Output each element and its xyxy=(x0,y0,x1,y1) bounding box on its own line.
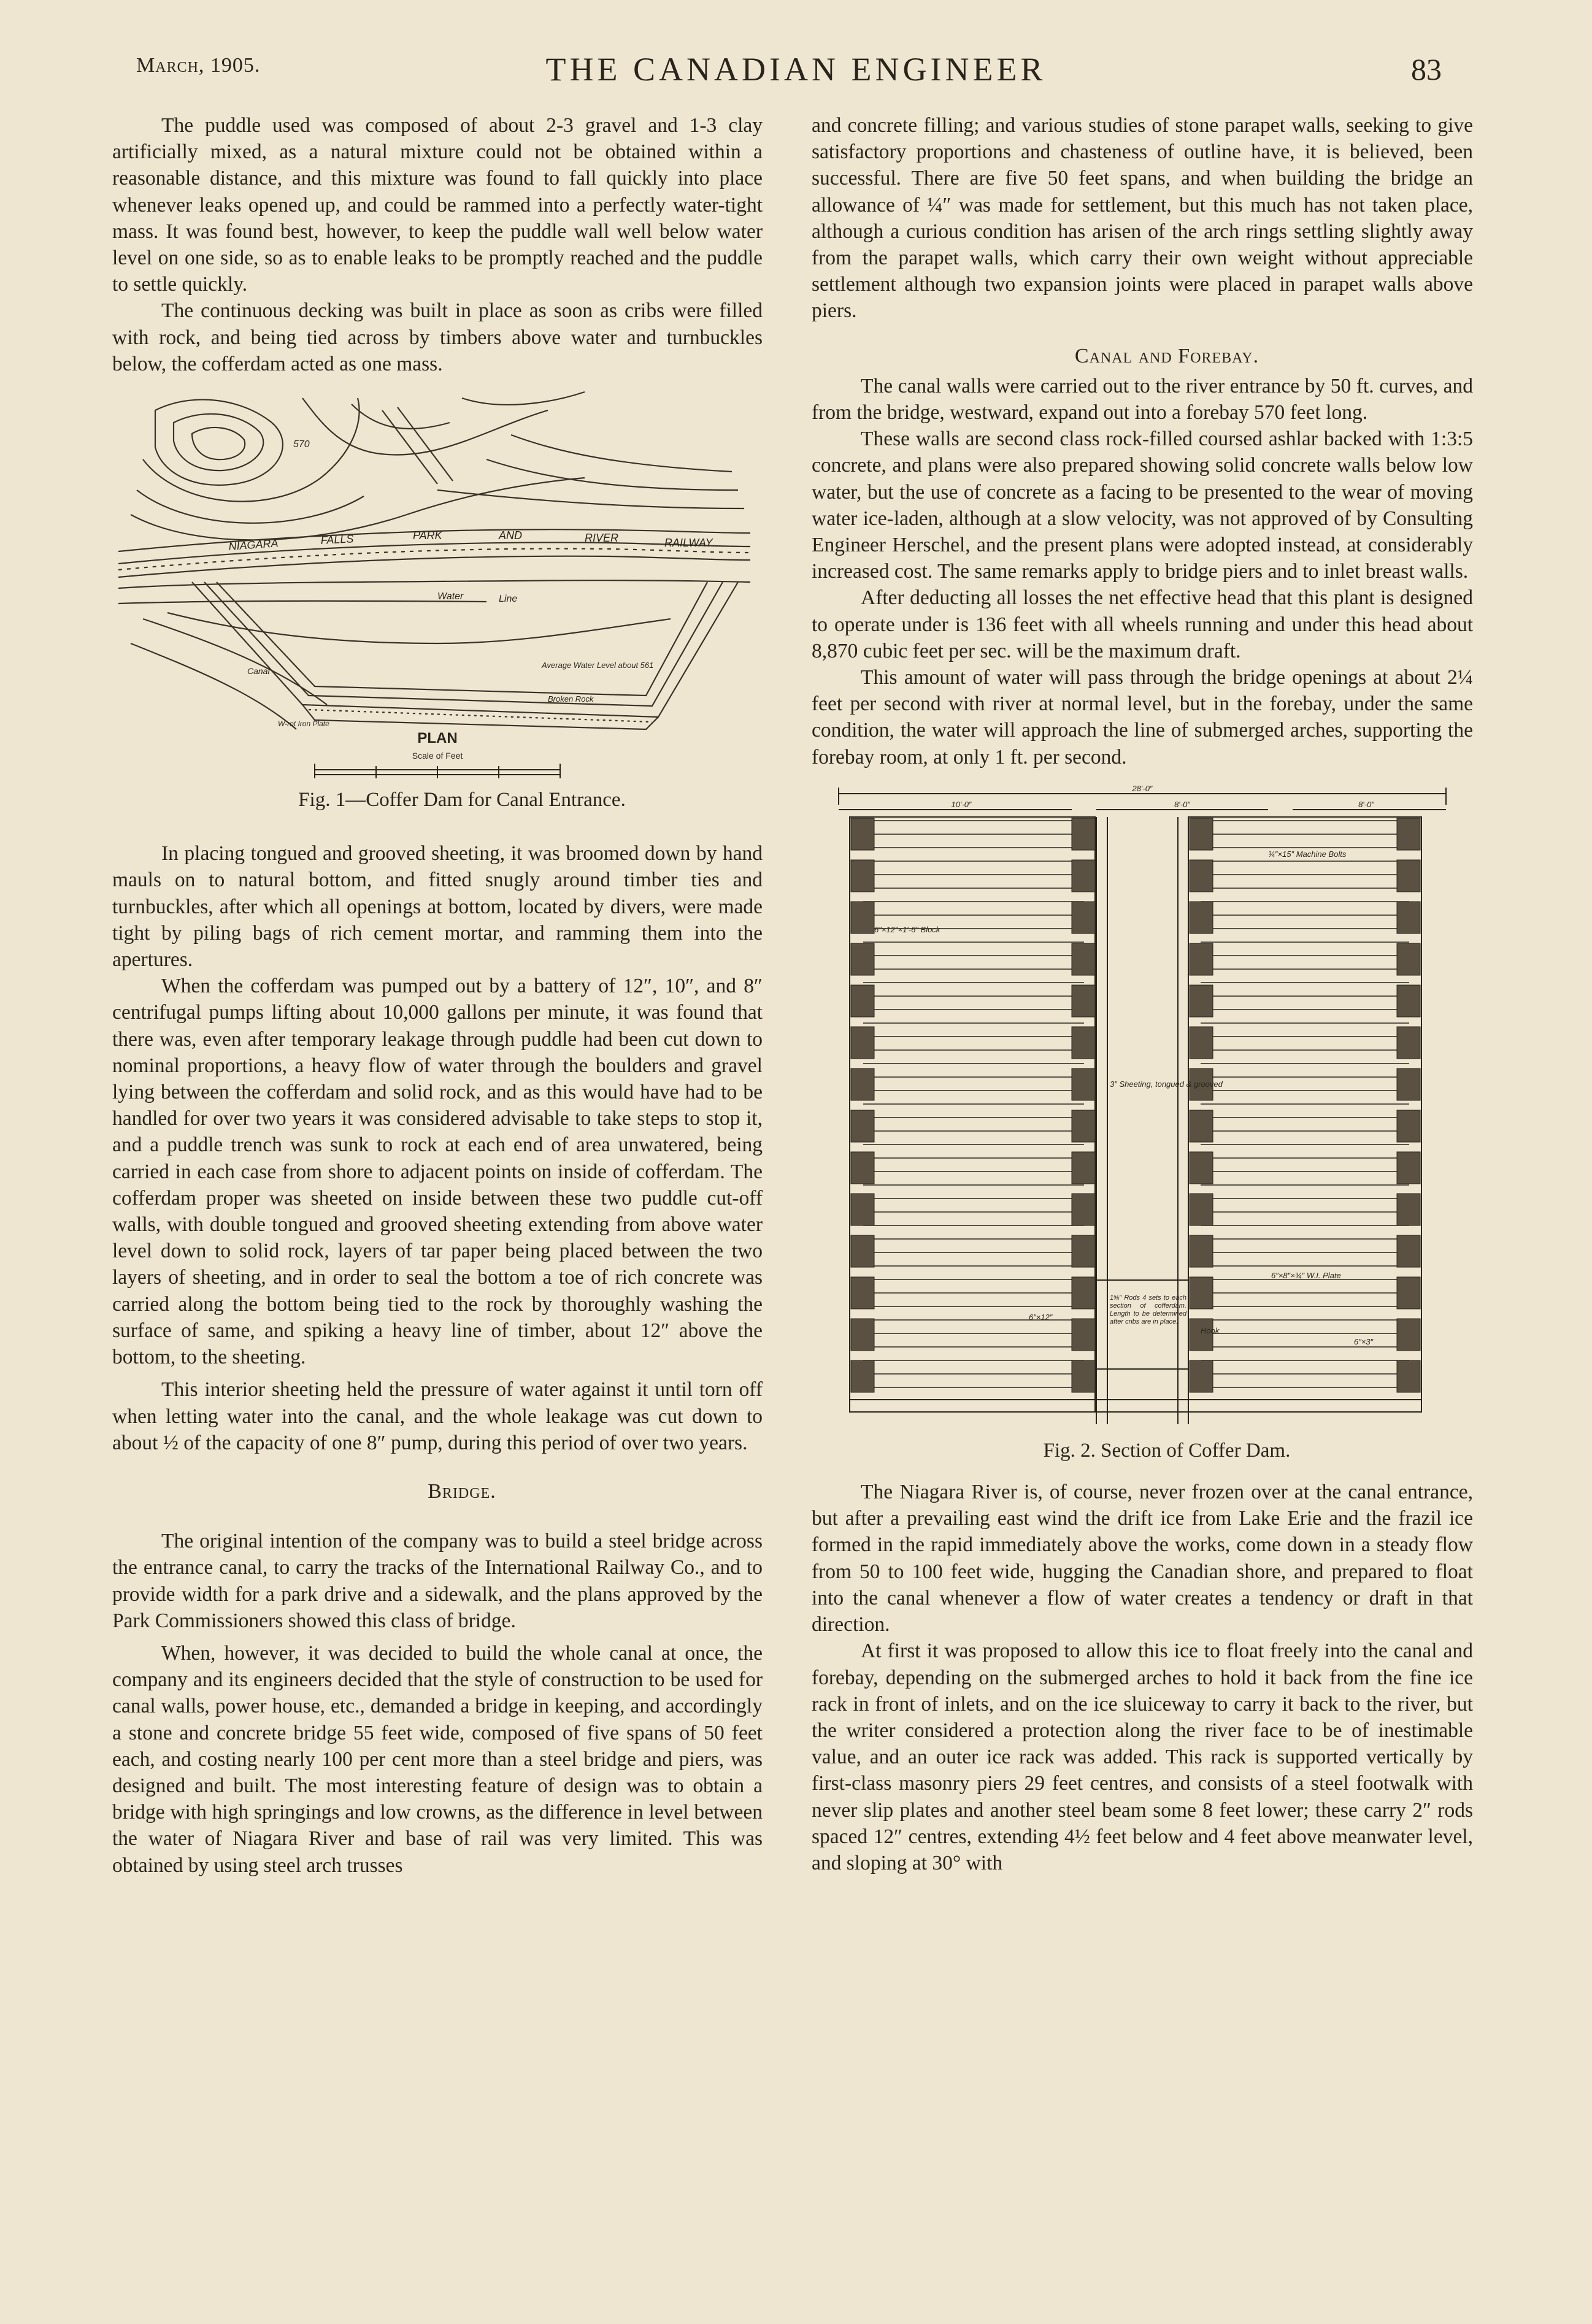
dimension-total: 28′-0″ xyxy=(1132,783,1153,793)
crib-block xyxy=(1190,902,1213,934)
sheeting-label: 3″ Sheeting, tongued & grooved xyxy=(1110,1079,1223,1089)
crib-block xyxy=(1072,985,1095,1017)
crib-block xyxy=(1397,1027,1420,1059)
crib-block xyxy=(1072,818,1095,850)
crib-block xyxy=(851,1319,874,1351)
size-label-6x3: 6″×3″ xyxy=(1354,1336,1374,1346)
crib-block xyxy=(1190,1277,1213,1309)
contour-label-570: 570 xyxy=(293,439,310,450)
crib-block xyxy=(851,1277,874,1309)
crib-block xyxy=(1072,902,1095,934)
paragraph: In placing tongued and grooved sheeting, it was broomed down by hand mauls on to natural bottom, and fitted snugly around timber ties and turnbuckles, after which all openings at bottom, located by divers, were made tight by piling bags of rich cement mortar, and ramming them into the apertures. xyxy=(112,842,763,972)
figure-2 xyxy=(812,780,1473,1464)
plate-label: 6″×8″×¾″ W.I. Plate xyxy=(1271,1270,1341,1280)
crib-block xyxy=(1190,1110,1213,1142)
dimension-left: 10′-0″ xyxy=(951,799,972,809)
paragraph: When the cofferdam was pumped out by a battery of 12″, 10″, and 8″ centrifugal pumps lifting about 10,000 gallons per minute, it was found that there was, even after temporary leakage through puddle had been cut down to nominal proportions, a heavy flow of water through the boulders and gravel lying between the cofferdam and solid rock, and as this would have had to be handled for over two years it was considered advisable to take steps to stop it, and a puddle trench was sunk to rock at each end of area unwatered, being carried in each case from shore to adjacent points on inside of cofferdam. The cofferdam proper was sheeted on inside between these two puddle cut-off walls, with double tongued and grooved sheeting extending from above water level down to solid rock, layers of tar paper being placed between the two layers of sheeting, and in order to seal the bottom a toe of rich concrete was carried along the bottom being tied to the rock by thoroughly washing the surface of same, and spiking a heavy line of timber, about 12″ above the bottom, to the sheeting. xyxy=(112,975,763,1369)
railway-label: RAILWAY xyxy=(664,537,713,550)
crib-block xyxy=(1190,943,1213,975)
paragraph: These walls are second class rock-filled coursed ashlar backed with 1:3:5 concrete, and plans were also prepared showing solid concrete walls below low water, but the use of concrete as a facing to be presented to the wear of moving water ice-laden, although at a slow velocity, was not approved of by Consulting Engineer Herschel, and the present plans were adopted instead, at considerably increased cost. The same remarks apply to bridge piers and to inlet breast walls. xyxy=(812,428,1473,583)
paragraph: When, however, it was decided to build the whole canal at once, the company and its engineers decided that the style of construction to be used for canal walls, power house, etc., demanded a bridge in keeping, and accordingly a stone and concrete bridge 55 feet wide, composed of five spans of 50 feet each, and costing nearly 100 per cent more than a steel bridge and piers, was designed and built. The most interesting feature of design was to obtain a bridge with high springings and low crowns, as the difference in level between the water of Niagara River and base of rail was very limited. This was obtained by using steel arch trusses xyxy=(112,1641,763,1877)
crib-block xyxy=(851,1194,874,1225)
railway-label: AND xyxy=(499,529,523,542)
right-column xyxy=(812,112,1473,1876)
paragraph: The puddle used was composed of about 2-3 gravel and 1-3 clay artificially mixed, as a natural mixture could not be obtained within a reasonable distance, and this mixture was found to fall quickly into place whenever leaks opened up, and could be rammed into a perfectly water-tight mass. It was found best, however, to keep the puddle wall well below water level on one side, so as to enable leaks to be promptly reached and the puddle to settle quickly. xyxy=(112,114,763,296)
water-level-label: Average Water Level about 561 xyxy=(542,661,654,670)
left-column xyxy=(112,112,763,1879)
crib-block xyxy=(851,860,874,892)
paragraph: The canal walls were carried out to the river entrance by 50 ft. curves, and from the bridge, westward, expand out into a forebay 570 feet long. xyxy=(812,374,1473,424)
crib-block xyxy=(851,1360,874,1392)
crib-block xyxy=(1397,1360,1420,1392)
hook-label: Hook xyxy=(1201,1325,1220,1335)
crib-block xyxy=(1397,1068,1420,1100)
crib-block xyxy=(1397,902,1420,934)
crib-block xyxy=(1072,1194,1095,1225)
crib-block xyxy=(1397,1110,1420,1142)
crib-block xyxy=(851,902,874,934)
crib-block xyxy=(1397,943,1420,975)
section-heading-bridge: Bridge. xyxy=(428,1479,496,1503)
crib-block xyxy=(1190,1194,1213,1225)
crib-block xyxy=(851,1235,874,1267)
railway-label: PARK xyxy=(413,529,442,542)
paragraph: The original intention of the company was to build a steel bridge across the entrance canal, to carry the tracks of the International Railway Co., and to provide width for a park drive and a sidewalk, and the plans approved by the Park Commissioners showed this class of bridge. xyxy=(112,1530,763,1632)
crib-block xyxy=(1190,860,1213,892)
coffer-dam-plan-drawing xyxy=(118,386,756,784)
journal-title: THE CANADIAN ENGINEER xyxy=(545,51,1047,88)
crib-block xyxy=(1190,985,1213,1017)
dimension-right: 8′-0″ xyxy=(1358,799,1374,809)
crib-block xyxy=(1190,818,1213,850)
paragraph: The Niagara River is, of course, never frozen over at the canal entrance, but after a prevailing east wind the drift ice from Lake Erie and the frazil ice formed in the rapid immediately above the works, come down in a steady flow from 50 to 100 feet wide, hugging the Canadian shore, and prepared to float into the canal whenever a flow of water creates a tendency or draft in that direction. xyxy=(812,1481,1473,1636)
figure-2-caption: Fig. 2. Section of Coffer Dam. xyxy=(1043,1439,1291,1462)
railway-label: NIAGARA xyxy=(228,537,279,553)
crib-block xyxy=(851,1152,874,1184)
crib-block xyxy=(1072,1152,1095,1184)
crib-block xyxy=(851,1027,874,1059)
railway-label: RIVER xyxy=(585,532,619,545)
crib-block xyxy=(1190,1360,1213,1392)
issue-date: March, 1905. xyxy=(136,54,261,77)
crib-block xyxy=(1397,1235,1420,1267)
water-label: Water xyxy=(437,591,464,602)
crib-block xyxy=(1397,1194,1420,1225)
crib-block xyxy=(1072,1027,1095,1059)
line-label: Line xyxy=(499,594,518,605)
rods-label: 1⅝″ Rods 4 sets to each section of cofferdam. Length to be determined after cribs are in place. xyxy=(1110,1294,1186,1325)
crib-block xyxy=(851,1068,874,1100)
paragraph: At first it was proposed to allow this ice to float freely into the canal and forebay, depending on the submerged arches to hold it back from the fine ice rack in front of inlets, and on the ice sluiceway to carry it back to the river, but the writer considered a protection along the river face to be of inestimable value, and an outer ice rack was added. This rack is supported vertically by first-class masonry piers 29 feet centres, and consists of a steel footwalk with never slip plates and another steel beam some 8 feet lower; these carry 2″ rods spaced 12″ centres, extending 4½ feet below and 4 feet above meanwater level, and sloping at 30° with xyxy=(812,1639,1473,1874)
crib-block xyxy=(851,1110,874,1142)
railway-label: FALLS xyxy=(320,532,354,547)
crib-block xyxy=(1397,1152,1420,1184)
paragraph: This interior sheeting held the pressure of water against it until torn off when letting water into the canal, and the whole leakage was cut down to about ½ of the capacity of one 8″ pump, during this period of over two years. xyxy=(112,1378,763,1454)
size-label-6x12: 6″×12″ xyxy=(1029,1312,1053,1322)
crib-block xyxy=(851,818,874,850)
figure-1 xyxy=(112,386,763,813)
broken-rock-label: Broken Rock xyxy=(548,694,594,704)
crib-block xyxy=(1072,1235,1095,1267)
crib-block xyxy=(851,943,874,975)
paragraph: After deducting all losses the net effective head that this plant is designed to operate under is 136 feet with all wheels running and under this head about 8,870 cubic feet per sec. will be the maximum draft. xyxy=(812,586,1473,662)
paragraph: The continuous decking was built in place as soon as cribs were filled with rock, and being tied across by timbers above water and turnbuckles below, the cofferdam acted as one mass. xyxy=(112,299,763,375)
crib-block xyxy=(1072,1068,1095,1100)
dimension-middle: 8′-0″ xyxy=(1174,799,1190,809)
crib-block xyxy=(1072,1277,1095,1309)
crib-block xyxy=(1190,1027,1213,1059)
canal-label: Canal xyxy=(247,666,270,677)
page-header xyxy=(0,0,1592,92)
crib-block xyxy=(1397,860,1420,892)
page-number: 83 xyxy=(1411,52,1442,86)
crib-block xyxy=(1397,818,1420,850)
crib-block xyxy=(1072,943,1095,975)
plate-label: W-rot Iron Plate xyxy=(278,719,329,729)
paragraph: This amount of water will pass through the bridge openings at about 2¼ feet per second with river at normal level, but in the forebay, under the same condition, the water will approach the line of submerged arches, supporting the forebay room, at only 1 ft. per second. xyxy=(812,666,1473,769)
crib-block xyxy=(1072,860,1095,892)
crib-block xyxy=(1072,1110,1095,1142)
crib-block xyxy=(1072,1360,1095,1392)
scale-label: Scale of Feet xyxy=(412,751,463,761)
coffer-dam-section-drawing xyxy=(826,780,1458,1436)
crib-block xyxy=(1072,1319,1095,1351)
bolts-label: ¾″×15″ Machine Bolts xyxy=(1268,849,1347,859)
block-label: 6″×12″×1′-6″ Block xyxy=(874,924,940,934)
scale-bar xyxy=(315,764,560,778)
crib-block xyxy=(1190,1235,1213,1267)
crib-block xyxy=(1397,1319,1420,1351)
crib-block xyxy=(851,985,874,1017)
crib-block xyxy=(1397,985,1420,1017)
section-heading-canal: Canal and Forebay. xyxy=(1074,344,1259,367)
figure-1-caption: Fig. 1—Coffer Dam for Canal Entrance. xyxy=(298,789,626,811)
plan-title: PLAN xyxy=(417,730,458,747)
crib-block xyxy=(1190,1152,1213,1184)
paragraph: and concrete filling; and various studies of stone parapet walls, seeking to give satisfactory proportions and chasteness of outline have, it is believed, been successful. There are five 50 feet spans, and when building the bridge an allowance of ¼″ was made for settlement, but this much has not taken place, although a curious condition has arisen of the arch rings settling slightly away from the parapet walls, which carry their own weight without appreciable settlement although two expansion joints were placed in parapet walls above piers. xyxy=(812,114,1473,323)
crib-block xyxy=(1397,1277,1420,1309)
